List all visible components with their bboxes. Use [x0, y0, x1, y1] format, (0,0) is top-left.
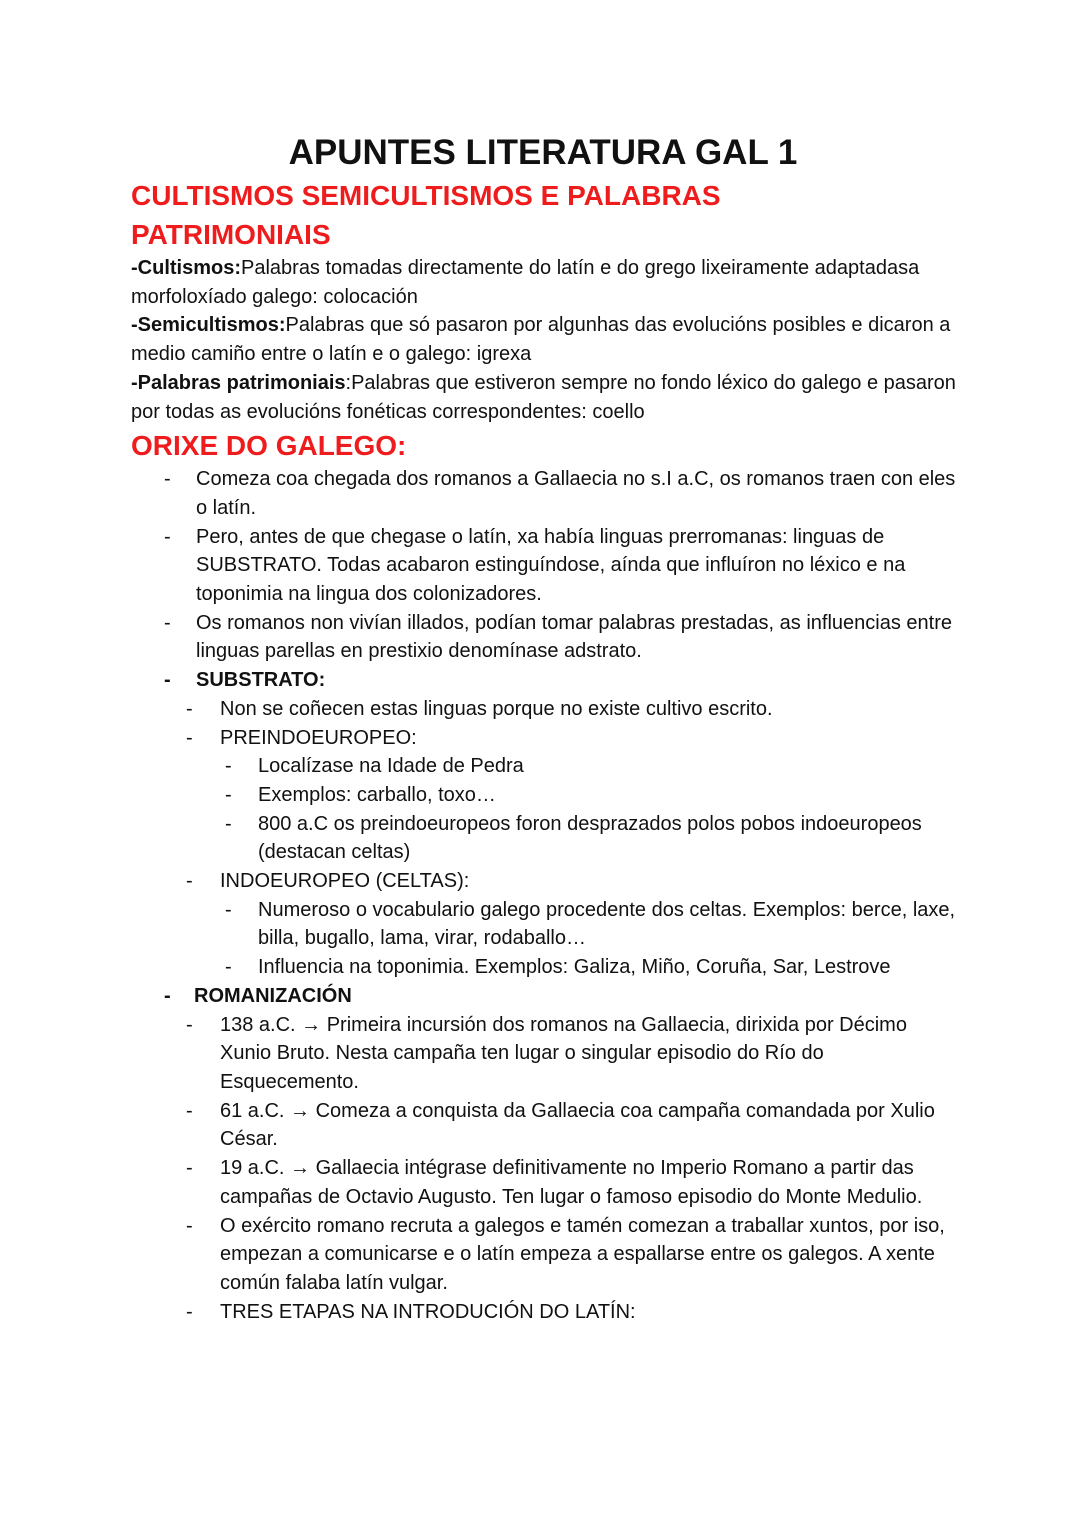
indoeuropeo-heading: - INDOEUROPEO (CELTAS): [131, 867, 961, 896]
dash-bullet: - [164, 525, 171, 548]
list-item: - O exército romano recruta a galegos e tamén comezan a traballar xuntos, por iso, empezan a comunicarse e o latín empeza a espallarse entre os galegos. A xente común falaba latín vulgar. [131, 1212, 961, 1298]
dash-bullet: - [225, 898, 232, 921]
list-item: - Exemplos: carballo, toxo… [131, 781, 961, 810]
dash-bullet: - [164, 984, 171, 1007]
dash-bullet: - [225, 755, 232, 778]
romanizacion-heading: - ROMANIZACIÓN [131, 982, 961, 1011]
list-item: - Os romanos non vivían illados, podían tomar palabras prestadas, as influencias entre linguas parellas en prestixio denomínase adstrato. [131, 609, 961, 666]
dash-bullet: - [225, 812, 232, 835]
term-cultismos [131, 254, 961, 311]
term-label: -Cultismos: [131, 257, 241, 279]
document-page [131, 130, 961, 1326]
term-semicultismos [131, 311, 961, 368]
list-item: - 800 a.C os preindoeuropeos foron desprazados polos pobos indoeuropeos (destacan celtas) [131, 810, 961, 867]
orixe-list [131, 465, 961, 1326]
dash-bullet: - [164, 669, 171, 692]
dash-bullet: - [186, 1300, 193, 1323]
list-item: - 138 a.C. → Primeira incursión dos romanos na Gallaecia, dirixida por Décimo Xunio Bruto. Nesta campaña ten lugar o singular episodio do Río do Esquecemento. [131, 1011, 961, 1097]
page-title: APUNTES LITERATURA GAL 1 [288, 133, 798, 172]
dash-bullet: - [186, 870, 193, 893]
dash-bullet: - [186, 1214, 193, 1237]
list-item: - TRES ETAPAS NA INTRODUCIÓN DO LATÍN: [131, 1298, 961, 1327]
list-item: - Comeza coa chegada dos romanos a Gallaecia no s.I a.C, os romanos traen con eles o latín. [131, 465, 961, 522]
dash-bullet: - [186, 726, 193, 749]
dash-bullet: - [186, 1013, 193, 1036]
dash-bullet: - [225, 783, 232, 806]
list-item: - Numeroso o vocabulario galego procedente dos celtas. Exemplos: berce, laxe, billa, bugallo, lama, virar, rodaballo… [131, 896, 961, 953]
list-item: - 61 a.C. → Comeza a conquista da Gallaecia coa campaña comandada por Xulio César. [131, 1097, 961, 1154]
section-heading-cultismos: CULTISMOS SEMICULTISMOS E PALABRAS PATRIMONIAIS [131, 180, 721, 250]
dash-bullet: - [186, 697, 193, 720]
term-text: Palabras que só pasaron por algunhas das evolucións posibles e dicaron a medio camiño entre o latín e o galego: igrexa [131, 314, 951, 366]
term-text: :Palabras que estiveron sempre no fondo léxico do galego e pasaron por todas as evolucións fonéticas correspondentes: coello [131, 371, 956, 423]
substrato-heading: - SUBSTRATO: [131, 666, 961, 695]
preindoeuropeo-heading: - PREINDOEUROPEO: [131, 724, 961, 753]
list-item: - Localízase na Idade de Pedra [131, 752, 961, 781]
term-label: -Semicultismos: [131, 314, 286, 337]
list-item: - Pero, antes de que chegase o latín, xa había linguas prerromanas: linguas de SUBSTRATO. Todas acabaron estinguíndose, aínda que influíron no léxico e na toponimia na lingua dos colonizadores. [131, 523, 961, 609]
dash-bullet: - [225, 956, 232, 979]
section-heading-orixe: ORIXE DO GALEGO: [131, 430, 407, 462]
dash-bullet: - [186, 1157, 193, 1180]
term-label: -Palabras patrimoniais [131, 371, 346, 394]
list-item: - Influencia na toponimia. Exemplos: Galiza, Miño, Coruña, Sar, Lestrove [131, 953, 961, 982]
term-text: Palabras tomadas directamente do latín e do grego lixeiramente adaptadasa morfoloxíado galego: colocación [131, 257, 920, 308]
dash-bullet: - [164, 611, 171, 634]
list-item: - Non se coñecen estas linguas porque no existe cultivo escrito. [131, 695, 961, 724]
list-item: - 19 a.C. → Gallaecia intégrase definitivamente no Imperio Romano a partir das campañas de Octavio Augusto. Ten lugar o famoso episodio do Monte Medulio. [131, 1154, 961, 1211]
dash-bullet: - [186, 1099, 193, 1122]
dash-bullet: - [164, 468, 171, 491]
term-palabras-patrimoniais [131, 369, 961, 426]
